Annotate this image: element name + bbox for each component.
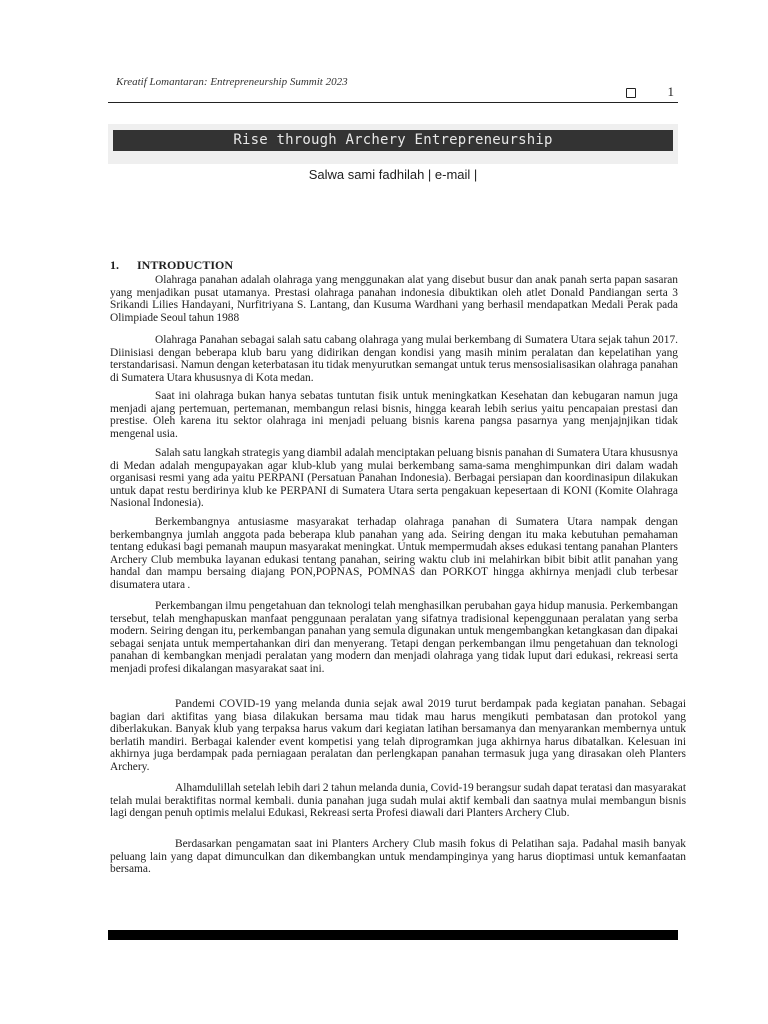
section-heading (110, 258, 233, 273)
paragraph-3: Saat ini olahraga bukan hanya sebatas tuntutan fisik untuk meningkatkan Kesehatan dan kebugaran namun juga menjadi ajang pertemuan, pertemanan, membangun relasi bisnis, hingga kearah lebih serius yaitu pencapaian prestasi dan prestise. Oleh karena itu sektor olahraga ini menjadi peluang bisnis karena pangsa pasarnya yang menjajnjikan tidak mengenal usia. (110, 390, 678, 440)
paragraph-8: Alhamdulillah setelah lebih dari 2 tahun melanda dunia, Covid-19 berangsur sudah dapat teratasi dan masyarakat telah mulai beraktifitas normal kembali. dunia panahan juga sudah mulai aktif kembali dan saatnya mulai membangun bisnis lagi dengan penuh optimis melalui Edukasi, Rekreasi serta Profesi diawali dari Planters Archery Club. (110, 782, 686, 819)
paragraph-5: Berkembangnya antusiasme masyarakat terhadap olahraga panahan di Sumatera Utara nampak dengan berkembangnya jumlah anggota pada beberapa klub panahan yang ada. Seiring dengan itu maka kebutuhan pemahaman tentang edukasi bagi pemanah maupun masyarakat meningkat. Untuk mempermudah akses edukasi tentang panahan Planters Archery Club membuka layanan edukasi tentang panahan, seiring waktu club ini melahirkan bibit bibit atlit panahan yang handal dan mampu bersaing diajang PON,POPNAS, POMNAS dan PORKOT hingga akhirnya menjadi club terbesar disumatera utara . (110, 516, 678, 591)
paragraph-1: Olahraga panahan adalah olahraga yang menggunakan alat yang disebut busur dan anak panah serta papan sasaran yang menjadikan pusat utamanya. Prestasi olahraga panahan indonesia dibuktikan oleh atlet Donald Pandiangan serta 3 Srikandi Lilies Handayani, Nurfitriyana S. Lantang, dan Kusuma Wardhani yang berhasil mendapatkan Medali Perak pada Olimpiade Seoul tahun 1988 (110, 274, 678, 324)
header-rule (108, 102, 678, 103)
paper-title: Rise through Archery Entrepreneurship (113, 130, 673, 151)
page-number: 1 (667, 84, 674, 99)
footer-bar (108, 930, 678, 940)
paragraph-9: Berdasarkan pengamatan saat ini Planters Archery Club masih fokus di Pelatihan saja. Padahal masih banyak peluang lain yang dapat dimunculkan dan dikembangkan untuk mendampinginya yang harus dioptimasi untuk kemanfaatan bersama. (110, 838, 686, 875)
section-number: 1. (110, 258, 119, 272)
paragraph-6: Perkembangan ilmu pengetahuan dan teknologi telah menghasilkan perubahan gaya hidup manusia. Perkembangan tersebut, telah menghapuskan manfaat penggunaan peralatan yang sifatnya tradisional kepenggunaan peralatan yang serba modern. Seiring dengan itu, perkembangan panahan yang semula digunakan untuk mengembangkan ketangkasan dan dipakai sebagai senjata untuk mempertahankan diri dan menyerang. Tetapi dengan perkembangan ilmu pengetahuan dan teknologi panahan di kembangkan menjadi peralatan yang modern dan menjadi olahraga yang tidak luput dari edukasi, rekreasi serta menjadi profesi dikalangan masyarakat saat ini. (110, 600, 678, 675)
square-icon (626, 88, 636, 98)
paragraph-7: Pandemi COVID-19 yang melanda dunia sejak awal 2019 turut berdampak pada kegiatan panahan. Sebagai bagian dari aktifitas yang biasa dilakukan bersama mau tidak mau harus mengikuti pembatasan dan protokol yang diberlakukan. Banyak klub yang terpaksa harus vakum dari kegiatan latihan bersamanya dan menyarankan membernya untuk berlatih mandiri. Berbagai kalender event kompetisi yang telah diprogramkan juga akhirnya harus dibatalkan. Kelesuan ini akhirnya juga berdampak pada perniagaan peralatan dan perlengkapan panahan termasuk juga yang dirasakan oleh Planters Archery. (110, 698, 686, 773)
section-title: INTRODUCTION (137, 258, 234, 272)
running-head: Kreatif Lomantaran: Entrepreneurship Summit 2023 (116, 76, 348, 88)
paragraph-2: Olahraga Panahan sebagai salah satu cabang olahraga yang mulai berkembang di Sumatera Utara sejak tahun 2017. Diinisiasi dengan beberapa klub baru yang didirikan dengan kondisi yang masih minim peralatan dan kepelatihan yang terstandarisasi. Namun dengan keterbatasan itu tidak menyurutkan semangat untuk terus mensosialisasikan olahraga panahan di Sumatera Utara khususnya di Kota medan. (110, 334, 678, 384)
paragraph-4: Salah satu langkah strategis yang diambil adalah menciptakan peluang bisnis panahan di Sumatera Utara khususnya di Medan adalah mengupayakan agar klub-klub yang mulai berkembang sama-sama menghimpunkan diri dalam wadah organisasi resmi yang ada yaitu PERPANI (Persatuan Panahan Indonesia). Berbagai persiapan dan koordinasipun dilakukan untuk dapat restu berdirinya klub ke PERPANI di Sumatera Utara serta pengakuan kepesertaan di KONI (Komite Olahraga Nasional Indonesia). (110, 447, 678, 509)
author-line: Salwa sami fadhilah | e-mail | (308, 167, 478, 182)
